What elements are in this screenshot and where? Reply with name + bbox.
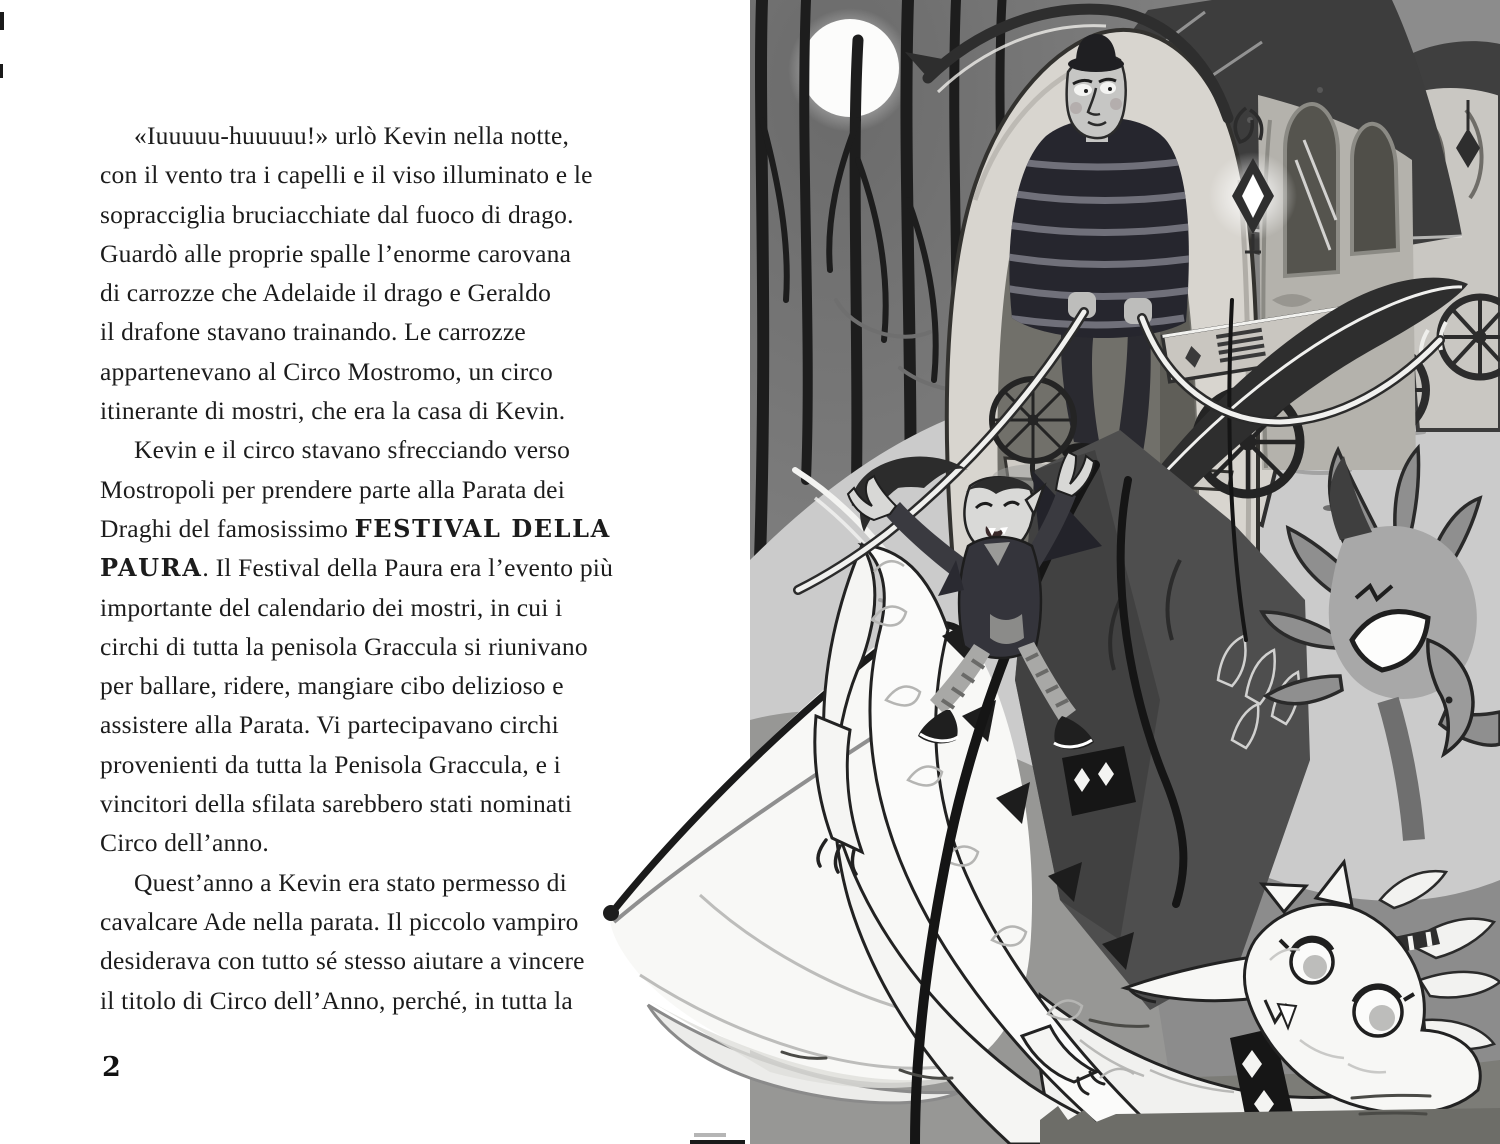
text-line [100,234,740,273]
body-text: cavalcare Ade nella parata. Il piccolo vampiro [100,906,579,936]
body-text: . Il Festival della Paura era l’evento più [202,553,614,583]
scan-edge-mark [0,64,3,78]
story-text [100,116,740,1020]
scan-edge-mark [0,12,4,30]
text-line [100,195,740,234]
body-text: Quest’anno a Kevin era stato permesso di [134,867,567,897]
text-line [100,784,740,823]
text-line [100,116,740,155]
body-text: circhi di tutta la penisola Graccula si riunivano [100,631,588,661]
text-line [100,823,740,862]
body-text: itinerante di mostri, che era la casa di Kevin. [100,396,566,426]
text-line [100,391,740,430]
next-page-peek [694,1133,726,1137]
text-line [100,941,740,980]
body-text: Kevin e il circo stavano sfrecciando verso [134,435,571,465]
text-line [100,548,740,587]
text-line [100,430,740,469]
text-line [100,627,740,666]
body-text: Circo dell’anno. [100,828,269,858]
body-text: desiderava con tutto sé stesso aiutare a vincere [100,946,585,976]
text-line [100,745,740,784]
text-line [100,509,740,548]
body-text: appartenevano al Circo Mostromo, un circo [100,356,553,386]
body-text: vincitori della sfilata sarebbero stati nominati [100,789,572,819]
body-text: con il vento tra i capelli e il viso illuminato e le [100,160,593,190]
text-line [100,902,740,941]
text-line [100,705,740,744]
text-line [100,352,740,391]
body-text: assistere alla Parata. Vi partecipavano circhi [100,710,559,740]
body-text: il titolo di Circo dell’Anno, perché, in tutta la [100,985,573,1015]
text-line [100,863,740,902]
body-text: provenienti da tutta la Penisola Graccula, e i [100,749,561,779]
festival-title-text: FESTIVAL DELLA [354,513,611,543]
body-text: «Iuuuuu-huuuuu!» urlò Kevin nella notte, [134,121,570,150]
body-text: Guardò alle proprie spalle l’enorme carovana [100,238,572,268]
text-line [100,312,740,351]
page-number: 2 [102,1052,121,1083]
festival-title-text: PAURA [100,553,203,583]
text-line [100,470,740,509]
body-text: il drafone stavano trainando. Le carrozze [100,317,526,347]
body-text: Mostropoli per prendere parte alla Parata dei [100,474,565,504]
body-text: Draghi del famosissimo [100,513,355,543]
text-line [100,981,740,1020]
body-text: per ballare, ridere, mangiare cibo delizioso e [100,671,564,701]
text-line [100,273,740,312]
body-text: importante del calendario dei mostri, in cui i [100,592,563,622]
text-line [100,588,740,627]
body-text: di carrozze che Adelaide il drago e Geraldo [100,278,552,308]
body-text: sopracciglia bruciacchiate dal fuoco di drago. [100,199,574,229]
text-line [100,155,740,194]
next-page-peek [690,1140,745,1144]
text-line [100,666,740,705]
